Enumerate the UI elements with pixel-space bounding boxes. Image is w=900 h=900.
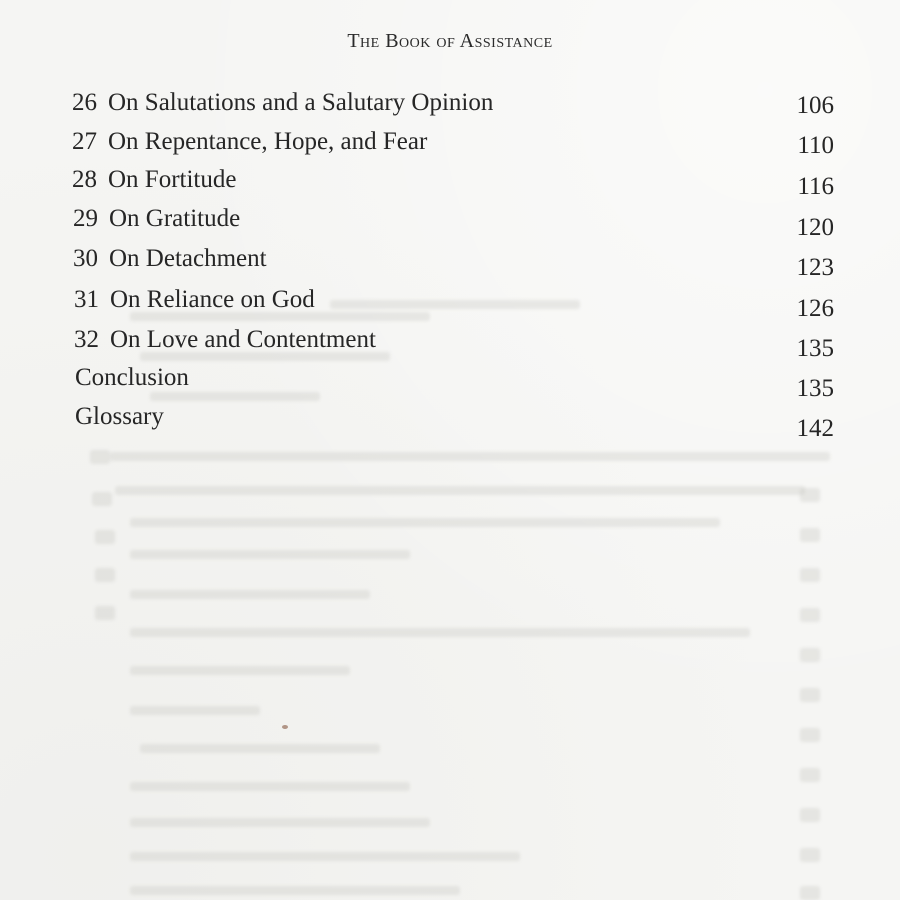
ghost-number [95,606,115,620]
chapter-number: 28 [72,166,97,193]
ghost-text [130,706,260,715]
ghost-number [95,568,115,582]
ghost-number [800,608,820,622]
ghost-text [130,628,750,637]
ghost-text [130,818,430,827]
ghost-number [800,568,820,582]
toc-entry-title [74,327,376,352]
ghost-number [800,648,820,662]
ghost-number [800,688,820,702]
chapter-number: 32 [74,326,99,353]
chapter-title: Conclusion [75,364,189,391]
chapter-title: Glossary [75,403,164,430]
paper-speck [282,725,288,729]
toc-page-number: 120 [796,214,834,241]
chapter-title: On Reliance on God [110,286,315,313]
ghost-text [130,550,410,559]
chapter-title: On Gratitude [109,205,241,232]
chapter-number: 30 [73,245,98,272]
toc-entry-title [72,129,427,154]
toc-page-number: 126 [796,295,834,322]
toc-entry-title [73,246,267,271]
toc-page-number: 123 [796,254,834,281]
toc-page-number: 110 [797,132,834,159]
ghost-number [800,728,820,742]
ghost-number [800,848,820,862]
ghost-number [95,530,115,544]
ghost-text [130,666,350,675]
toc-entry-title [72,167,236,192]
ghost-text [130,590,370,599]
chapter-title: On Detachment [109,245,267,272]
ghost-text [115,486,805,495]
toc-page-number: 135 [796,335,834,362]
ghost-number [800,886,820,900]
ghost-number [800,528,820,542]
ghost-text [140,744,380,753]
toc-entry-title [72,90,493,115]
chapter-number: 27 [72,128,97,155]
running-head: The Book of Assistance [347,30,553,52]
ghost-number [800,488,820,502]
ghost-number [800,808,820,822]
chapter-title: On Love and Contentment [110,326,376,353]
ghost-text [130,518,720,527]
ghost-text [130,782,410,791]
toc-page-number: 142 [796,415,834,442]
chapter-title: On Fortitude [108,166,237,193]
chapter-title: On Salutations and a Salutary Opinion [108,89,494,116]
toc-page-number: 116 [797,173,834,200]
chapter-number: 29 [73,205,98,232]
ghost-number [800,768,820,782]
toc-entry-title [74,287,315,312]
toc-entry-title [75,365,189,390]
toc-page-number: 106 [796,92,834,119]
ghost-text [130,852,520,861]
chapter-title: On Repentance, Hope, and Fear [108,128,428,155]
ghost-text [130,886,460,895]
chapter-number: 26 [72,89,97,116]
ghost-number [92,492,112,506]
toc-entry-title [75,404,164,429]
toc-page-number: 135 [796,375,834,402]
chapter-number: 31 [74,286,99,313]
toc-entry-title [73,206,240,231]
